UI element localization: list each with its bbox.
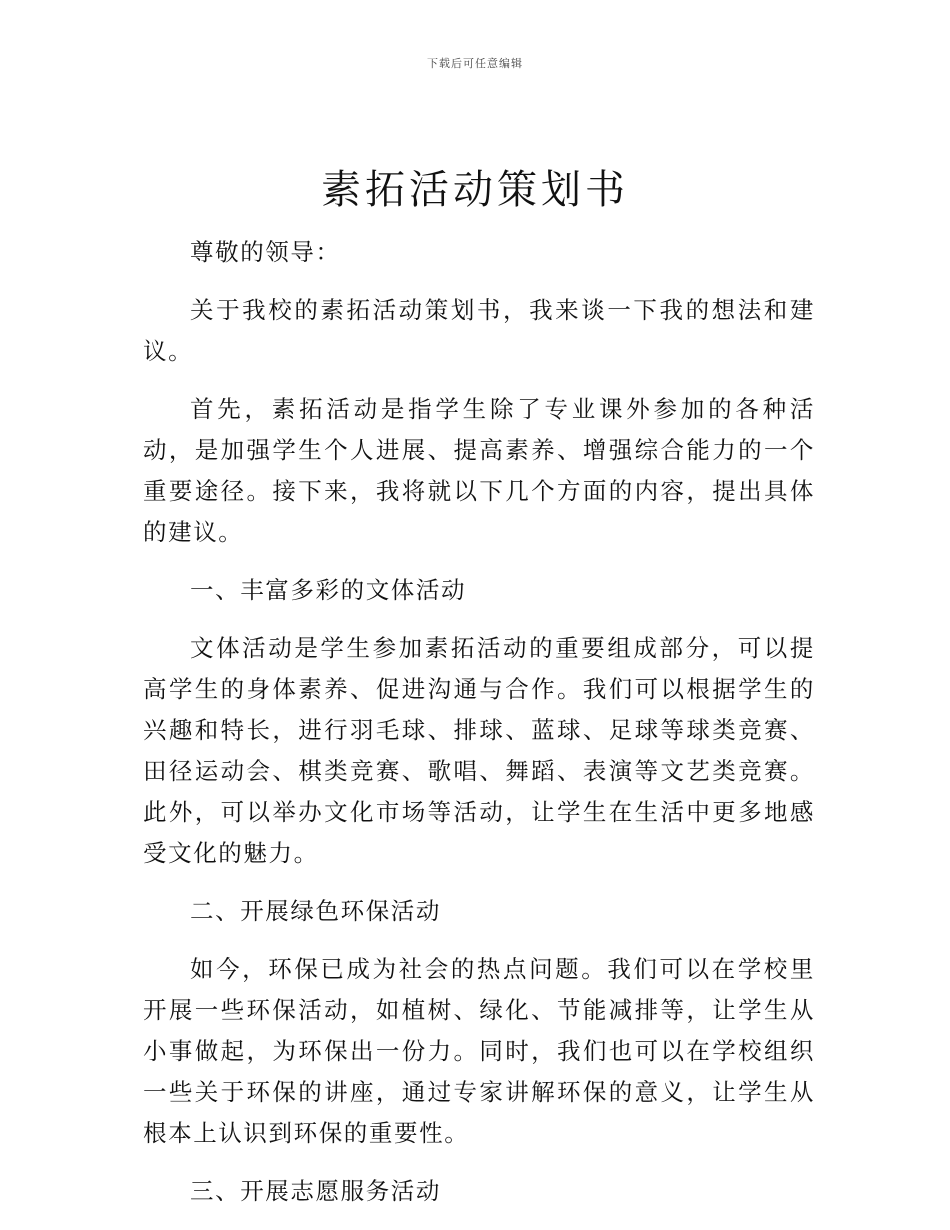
- section-heading-1: 一、丰富多彩的文体活动: [190, 576, 467, 604]
- salutation: 尊敬的领导：: [190, 238, 341, 266]
- section-paragraph-2: 如今，环保已成为社会的热点问题。我们可以在学校里开展一些环保活动，如植树、绿化、节能减排等，让学生从小事做起，为环保出一份力。同时，我们也可以在学校组织一些关于环保的讲座，通过专家讲解环保的意义，让学生从根本上认识到环保的重要性。: [143, 955, 815, 1147]
- section-paragraph-1: 文体活动是学生参加素拓活动的重要组成部分，可以提高学生的身体素养、促进沟通与合作。我们可以根据学生的兴趣和特长，进行羽毛球、排球、蓝球、足球等球类竞赛、田径运动会、棋类竞赛、歌唱、舞蹈、表演等文艺类竞赛。此外，可以举办文化市场等活动，让学生在生活中更多地感受文化的魅力。: [143, 634, 815, 867]
- section-heading-2: 二、开展绿色环保活动: [190, 897, 441, 925]
- document-body: [143, 232, 815, 1229]
- intro-paragraph: 关于我校的素拓活动策划书，我来谈一下我的想法和建议。: [143, 296, 815, 365]
- header-note: 下载后可任意编辑: [427, 57, 523, 70]
- document-title: 素拓活动策划书: [321, 167, 629, 213]
- section-heading-3: 三、开展志愿服务活动: [190, 1177, 441, 1205]
- overview-paragraph: 首先，素拓活动是指学生除了专业课外参加的各种活动，是加强学生个人进展、提高素养、增强综合能力的一个重要途径。接下来，我将就以下几个方面的内容，提出具体的建议。: [143, 395, 815, 546]
